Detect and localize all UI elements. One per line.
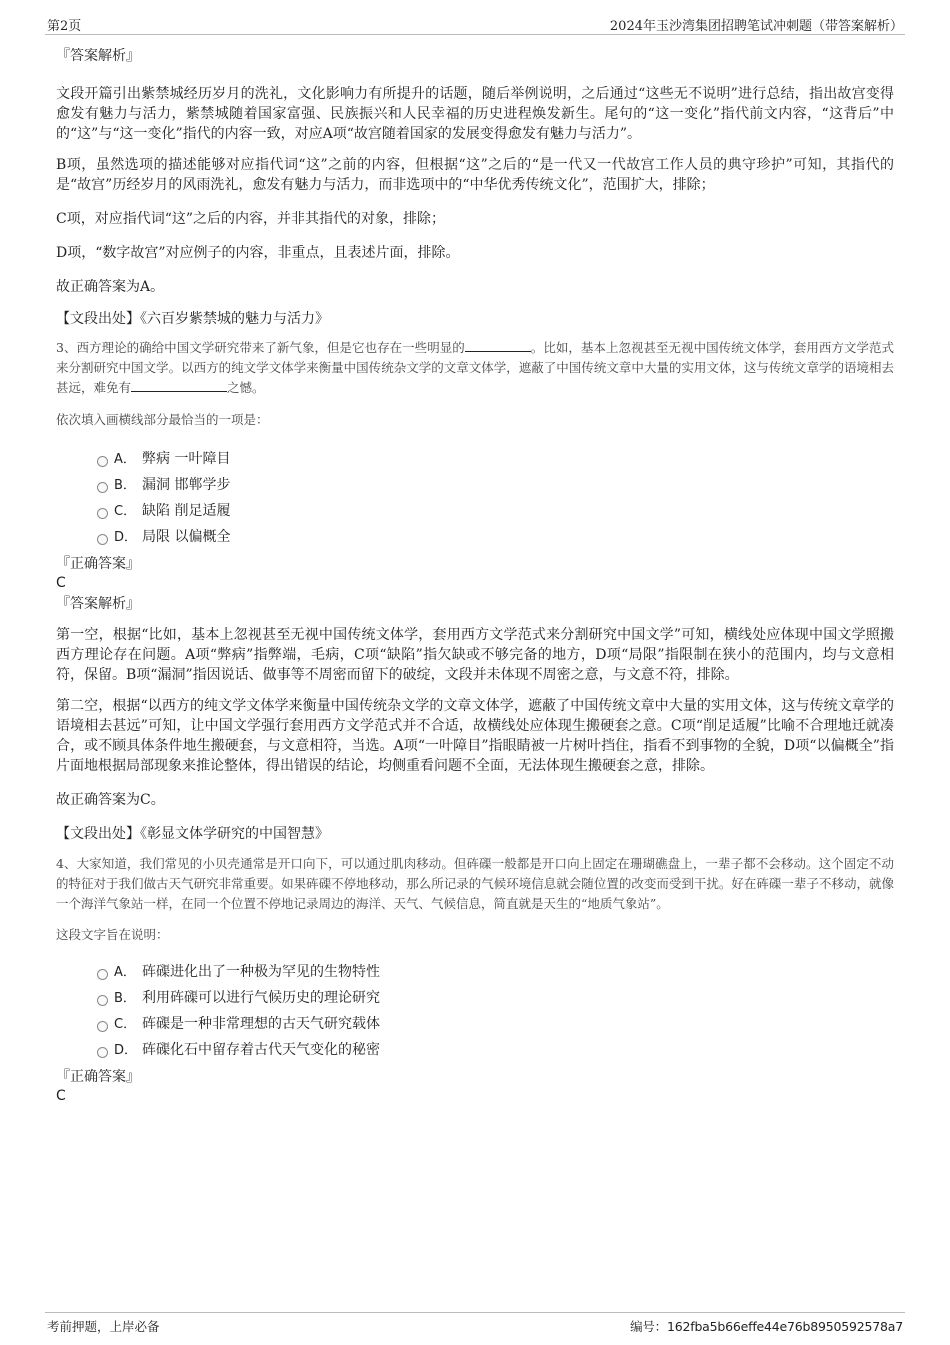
q3-source: 【文段出处】《彰显文体学研究的中国智慧》: [56, 826, 329, 842]
document-title: 2024年玉沙湾集团招聘笔试冲刺题（带答案解析）: [609, 19, 903, 34]
document-id: 编号：162fba5b66effe44e76b8950592578a7: [630, 1319, 903, 1334]
q3-option-a[interactable]: A． 弊病 一叶障目: [56, 446, 894, 472]
page-number: 第2页: [47, 19, 82, 34]
page-footer: [45, 1312, 905, 1335]
q3-prompt: 依次填入画横线部分最恰当的一项是：: [56, 412, 269, 427]
q3-stem-part3: 之憾。: [227, 380, 265, 395]
q4-correct-label: 『正确答案』: [56, 1069, 140, 1085]
q3-stem-part2: 。比如，基本上忽视甚至无视中国传统文体学，套用西方文学范式来分割研究中国文学。以西方的纯文学文体学来衡量中国传统杂文学的文章文体学，遮蔽了中国传统文章中大量的实用文体，这与传统文章学的语境相去甚远，难免有: [56, 340, 894, 395]
q2-analysis-p4: D项，“数字故宫”对应例子的内容，非重点，且表述片面，排除。: [56, 245, 460, 261]
q3-option-c[interactable]: C． 缺陷 削足适履: [56, 498, 894, 524]
q2-source: 【文段出处】《六百岁紫禁城的魅力与活力》: [56, 311, 329, 327]
q3-blank-1: [465, 339, 531, 352]
q3-stem: [56, 338, 894, 398]
q2-analysis-p1: 文段开篇引出紫禁城经历岁月的洗礼，文化影响力有所提升的话题，随后举例说明，之后通过“这些无不说明”进行总结，指出故宫变得愈发有魅力与活力，紫禁城随着国家富强、民族振兴和人民幸福的历史进程焕发新生。尾句的“这一变化”指代前文内容，“这背后”中的“这”与“这一变化”指代的内容一致，对应A项“故宫随着国家的发展变得愈发有魅力与活力”。: [56, 86, 894, 142]
q3-option-d[interactable]: D． 局限 以偏概全: [56, 524, 894, 550]
q2-analysis-p2: B项，虽然选项的描述能够对应指代词“这”之前的内容，但根据“这”之后的“是一代又一代故宫工作人员的典守珍护”可知，其指代的是“故宫”历经岁月的风雨洗礼，愈发有魅力与活力，而非选项中的“中华优秀传统文化”，范围扩大，排除；: [56, 157, 894, 193]
q4-correct-answer: C: [56, 1088, 66, 1104]
radio-icon[interactable]: [97, 508, 108, 519]
q3-stem-part1: 3、西方理论的确给中国文学研究带来了新气象，但是它也存在一些明显的: [56, 340, 465, 355]
q4-option-d[interactable]: D． 砗磲化石中留存着古代天气变化的秘密: [56, 1037, 894, 1063]
q4-prompt: 这段文字旨在说明：: [56, 927, 169, 942]
q4-stem: 4、大家知道，我们常见的小贝壳通常是开口向下，可以通过肌肉移动。但砗磲一般都是开口向上固定在珊瑚礁盘上，一辈子都不会移动。这个固定不动的特征对于我们做古天气研究非常重要。如果砗磲不停地移动，那么所记录的气候环境信息就会随位置的改变而受到干扰。好在砗磲一辈子不移动，就像一个海洋气象站一样，在同一个位置不停地记录周边的海洋、天气、气候信息，简直就是天生的“地质气象站”。: [56, 856, 894, 911]
page-header: [45, 14, 905, 35]
radio-icon[interactable]: [97, 1047, 108, 1058]
q3-option-b[interactable]: B． 漏洞 邯郸学步: [56, 472, 894, 498]
radio-icon[interactable]: [97, 969, 108, 980]
radio-icon[interactable]: [97, 456, 108, 467]
footer-slogan: 考前押题，上岸必备: [47, 1319, 160, 1334]
q3-correct-label: 『正确答案』: [56, 556, 140, 572]
q3-analysis-label: 『答案解析』: [56, 596, 140, 612]
page-content: [56, 42, 894, 1105]
q3-analysis-p2: 第二空，根据“以西方的纯文学文体学来衡量中国传统杂文学的文章文体学，遮蔽了中国传统文章中大量的实用文体，这与传统文章学的语境相去甚远”可知，让中国文学强行套用西方文学范式并不合适，故横线处应体现生搬硬套之意。C项“削足适履”比喻不合理地迁就凑合，或不顾具体条件地生搬硬套，与文意相符，当选。A项“一叶障目”指眼睛被一片树叶挡住，指看不到事物的全貌，D项“以偏概全”指片面地根据局部现象来推论整体，得出错误的结论，均侧重看问题不全面，无法体现生搬硬套之意，排除。: [56, 698, 894, 774]
q3-options: [56, 446, 894, 550]
radio-icon[interactable]: [97, 1021, 108, 1032]
q2-analysis-label: 『答案解析』: [56, 48, 140, 64]
q3-analysis-p1: 第一空，根据“比如，基本上忽视甚至无视中国传统文体学，套用西方文学范式来分割研究中国文学”可知，横线处应体现中国文学照搬西方理论存在问题。A项“弊病”指弊端，毛病，C项“缺陷”指欠缺或不够完备的地方，D项“局限”指限制在狭小的范围内，均与文意相符，保留。B项“漏洞”指因说话、做事等不周密而留下的破绽，文段并未体现不周密之意，与文意不符，排除。: [56, 627, 894, 683]
q2-conclusion: 故正确答案为A。: [56, 279, 165, 295]
q3-correct-answer: C: [56, 575, 66, 591]
q4-option-a[interactable]: A． 砗磲进化出了一种极为罕见的生物特性: [56, 959, 894, 985]
q4-options: [56, 959, 894, 1063]
radio-icon[interactable]: [97, 534, 108, 545]
q3-blank-2: [131, 379, 227, 392]
q4-option-b[interactable]: B． 利用砗磲可以进行气候历史的理论研究: [56, 985, 894, 1011]
q4-option-c[interactable]: C． 砗磲是一种非常理想的古天气研究载体: [56, 1011, 894, 1037]
q2-analysis-p3: C项，对应指代词“这”之后的内容，并非其指代的对象，排除；: [56, 211, 446, 227]
radio-icon[interactable]: [97, 482, 108, 493]
radio-icon[interactable]: [97, 995, 108, 1006]
q3-conclusion: 故正确答案为C。: [56, 792, 165, 808]
